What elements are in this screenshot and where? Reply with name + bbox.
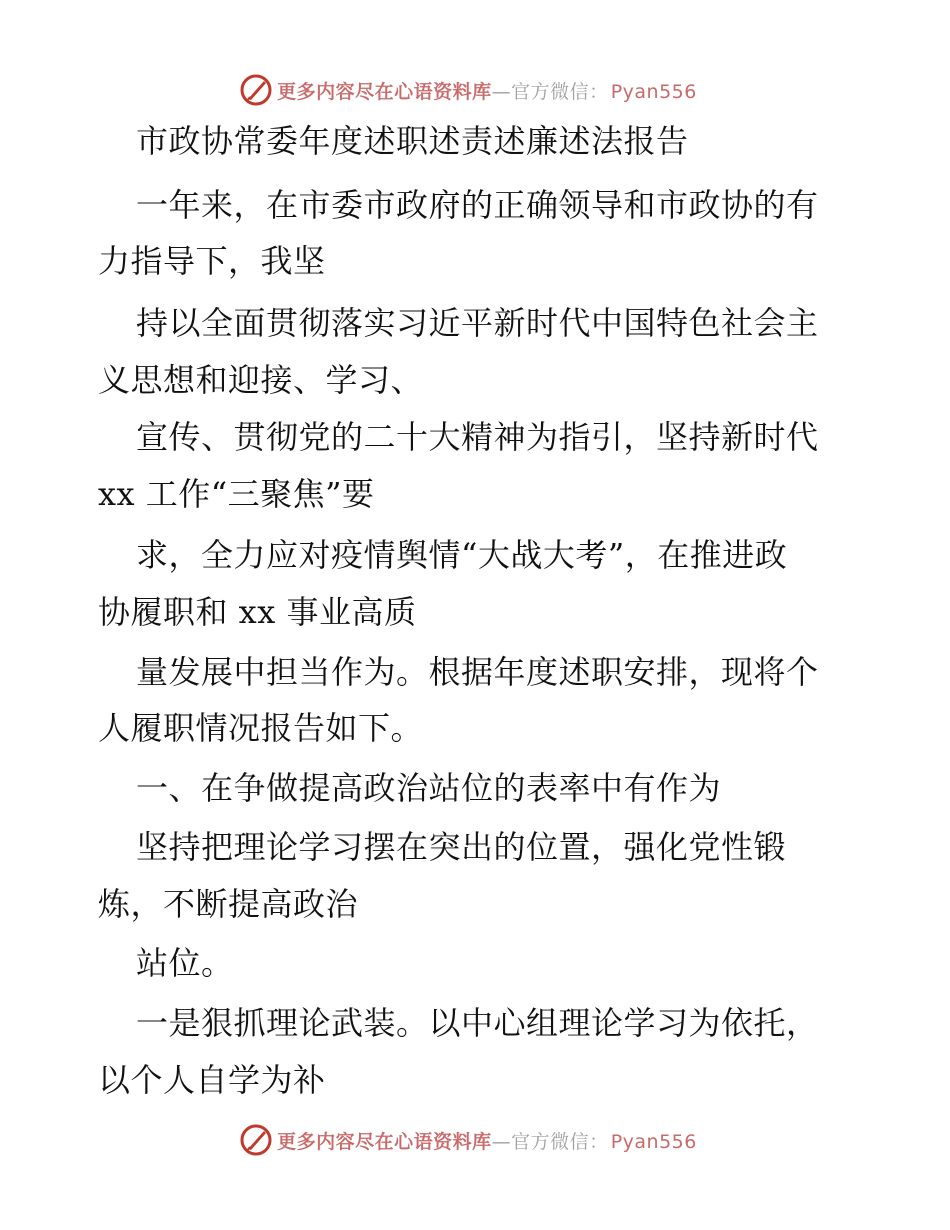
paragraph-line: 炼，不断提高政治 xyxy=(98,885,359,923)
paragraph-line: 量发展中担当作为。根据年度述职安排，现将个 xyxy=(136,653,819,691)
paragraph-line: 力指导下，我坚 xyxy=(98,242,326,280)
banner-text xyxy=(277,1127,697,1154)
paragraph-line: 以个人自学为补 xyxy=(98,1061,326,1099)
banner-text xyxy=(277,77,697,104)
header-banner xyxy=(0,70,950,110)
paragraph-line: 站位。 xyxy=(136,944,234,982)
paragraph-line: 一年来，在市委市政府的正确领导和市政协的有 xyxy=(136,186,819,224)
paragraph-line: 坚持把理论学习摆在突出的位置，强化党性锻 xyxy=(136,828,787,866)
banner-dash: — xyxy=(491,1130,512,1153)
paragraph-line: 协履职和 xx 事业高质 xyxy=(98,593,417,631)
document-title: 市政协常委年度述职述责述廉述法报告 xyxy=(136,122,689,160)
banner-wechat-label: 官方微信： xyxy=(511,1130,609,1153)
banner-main-text: 更多内容尽在心语资料库 xyxy=(277,80,492,103)
section-heading: 一、在争做提高政治站位的表率中有作为 xyxy=(136,769,722,807)
paragraph-line: 持以全面贯彻落实习近平新时代中国特色社会主 xyxy=(136,304,819,342)
banner-main-text: 更多内容尽在心语资料库 xyxy=(277,1130,492,1153)
paragraph-line: 人履职情况报告如下。 xyxy=(98,709,424,747)
footer-banner xyxy=(0,1120,950,1160)
banner-wechat-label: 官方微信： xyxy=(511,80,609,103)
paragraph-line: 宣传、贯彻党的二十大精神为指引，坚持新时代 xyxy=(136,418,819,456)
paragraph-line: 求，全力应对疫情舆情“大战大考”，在推进政 xyxy=(136,536,788,574)
quill-pen-logo-icon xyxy=(239,73,273,107)
quill-pen-logo-icon xyxy=(239,1123,273,1157)
banner-dash: — xyxy=(491,80,512,103)
paragraph-line: 一是狠抓理论武装。以中心组理论学习为依托， xyxy=(136,1004,819,1042)
paragraph-line: 义思想和迎接、学习、 xyxy=(98,361,424,399)
banner-wechat-id: Pyan556 xyxy=(610,1130,697,1153)
banner-wechat-id: Pyan556 xyxy=(610,80,697,103)
paragraph-line: xx 工作“三聚焦”要 xyxy=(98,475,375,513)
